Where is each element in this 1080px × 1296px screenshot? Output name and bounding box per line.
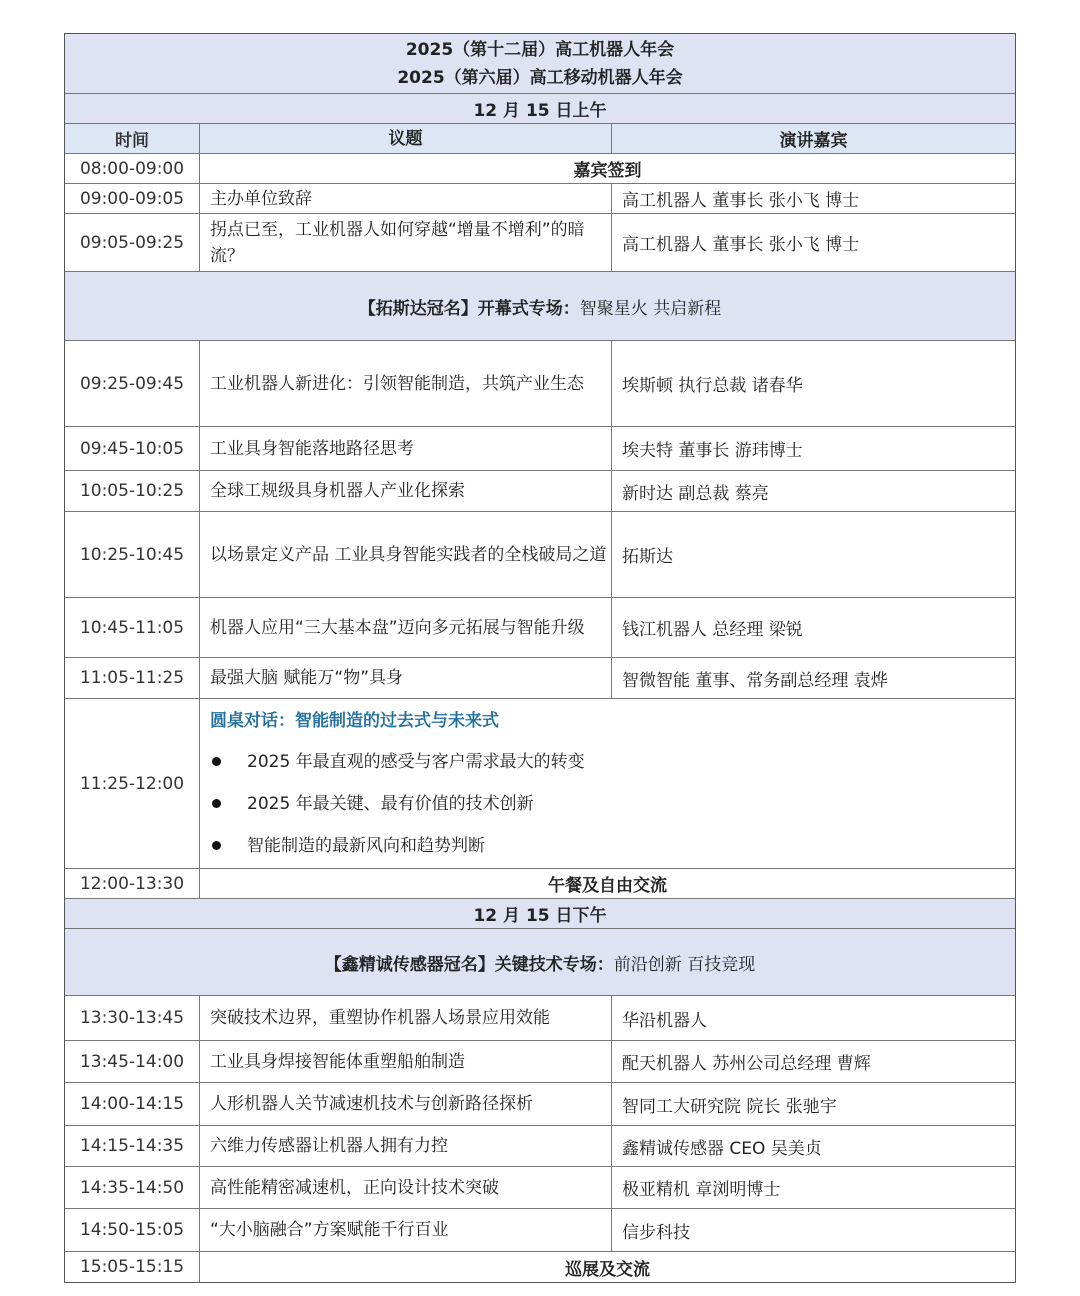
- session-theme: 智聚星火 共启新程: [579, 298, 722, 319]
- lunch-label: 午餐及自由交流: [548, 876, 667, 896]
- bullet-icon: [212, 799, 221, 808]
- speaker-cell: 埃斯顿 执行总裁 诸春华: [622, 376, 803, 396]
- table-row: [65, 214, 1015, 272]
- table-row: [65, 658, 1015, 699]
- time-cell: 11:25-12:00: [65, 699, 200, 868]
- topic-cell: 人形机器人关节减速机技术与创新路径探析: [200, 1083, 612, 1125]
- topic-cell: 机器人应用“三大基本盘”迈向多元拓展与智能升级: [200, 598, 612, 657]
- title-header: [65, 34, 1015, 94]
- time-cell: 08:00-09:00: [65, 154, 200, 183]
- table-row: [65, 1167, 1015, 1209]
- time-cell: 14:00-14:15: [65, 1083, 200, 1125]
- break-row: [65, 1252, 1015, 1282]
- topic-cell: 工业机器人新进化：引领智能制造，共筑产业生态: [200, 341, 612, 426]
- checkin-label: 嘉宾签到: [573, 161, 642, 181]
- col-topic: 议题: [200, 124, 612, 153]
- speaker-cell: 鑫精诚传感器 CEO 吴美贞: [622, 1138, 822, 1159]
- break-label: 巡展及交流: [565, 1259, 650, 1280]
- time-cell: 14:35-14:50: [65, 1167, 200, 1208]
- table-row: [65, 598, 1015, 658]
- speaker-cell: 高工机器人 董事长 张小飞 博士: [622, 191, 860, 211]
- title-line-2: 2025（第六届）高工移动机器人年会: [397, 67, 683, 88]
- speaker-cell: 高工机器人 董事长 张小飞 博士: [622, 235, 860, 255]
- time-cell: 14:50-15:05: [65, 1209, 200, 1251]
- bullet-text: 2025 年最关键、最有价值的技术创新: [247, 793, 534, 814]
- speaker-cell: 配天机器人 苏州公司总经理 曹辉: [622, 1054, 871, 1074]
- col-time: 时间: [65, 124, 200, 153]
- session-sponsor: 【拓斯达冠名】开幕式专场：: [358, 298, 580, 319]
- table-row: [65, 471, 1015, 512]
- session-header-opening: [65, 272, 1015, 341]
- time-cell: 09:25-09:45: [65, 341, 200, 426]
- speaker-cell: 新时达 副总裁 蔡亮: [622, 483, 769, 504]
- table-row: [65, 1083, 1015, 1126]
- panel-bullet: [210, 825, 485, 867]
- date-header-afternoon: [65, 899, 1015, 929]
- bullet-icon: [212, 841, 221, 850]
- time-cell: 09:00-09:05: [65, 184, 200, 213]
- lunch-row: [65, 869, 1015, 899]
- bullet-text: 智能制造的最新风向和趋势判断: [247, 835, 485, 856]
- speaker-cell: 智同工大研究院 院长 张驰宇: [622, 1096, 837, 1117]
- table-row: [65, 996, 1015, 1041]
- speaker-cell: 极亚精机 章浏明博士: [622, 1180, 781, 1200]
- time-cell: 10:45-11:05: [65, 598, 200, 657]
- date-morning: 12 月 15 日上午: [473, 101, 607, 121]
- panel-title: 圆桌对话：智能制造的过去式与未来式: [210, 710, 499, 731]
- topic-cell: 突破技术边界，重塑协作机器人场景应用效能: [200, 996, 612, 1040]
- panel-row: [65, 699, 1015, 869]
- bullet-icon: [212, 757, 221, 766]
- topic-cell: 六维力传感器让机器人拥有力控: [200, 1126, 612, 1166]
- topic-cell: 主办单位致辞: [200, 184, 612, 213]
- speaker-cell: 拓斯达: [622, 547, 673, 567]
- table-row: [65, 1041, 1015, 1083]
- session-header-tech: [65, 929, 1015, 996]
- table-row: [65, 1126, 1015, 1167]
- speaker-cell: 埃夫特 董事长 游玮博士: [622, 441, 803, 461]
- panel-cell: [200, 699, 1015, 868]
- topic-cell: 以场景定义产品 工业具身智能实践者的全栈破局之道: [200, 512, 612, 597]
- topic-cell: 工业具身智能落地路径思考: [200, 427, 612, 470]
- topic-cell: 拐点已至，工业机器人如何穿越“增量不增利”的暗流？: [200, 214, 612, 271]
- time-cell: 12:00-13:30: [65, 869, 200, 898]
- speaker-cell: 钱江机器人 总经理 梁锐: [622, 620, 803, 640]
- time-cell: 15:05-15:15: [65, 1252, 200, 1282]
- topic-cell: 最强大脑 赋能万“物”具身: [200, 658, 612, 698]
- speaker-cell: 智微智能 董事、常务副总经理 袁烨: [622, 670, 888, 691]
- time-cell: 13:45-14:00: [65, 1041, 200, 1082]
- speaker-cell: 信步科技: [622, 1222, 690, 1243]
- topic-cell: 工业具身焊接智能体重塑船舶制造: [200, 1041, 612, 1082]
- time-cell: 10:25-10:45: [65, 512, 200, 597]
- table-row: [65, 512, 1015, 598]
- date-header-morning: [65, 94, 1015, 124]
- speaker-cell: 华沿机器人: [622, 1010, 707, 1031]
- agenda-table: [64, 33, 1016, 1283]
- table-row: [65, 1209, 1015, 1252]
- col-speaker: 演讲嘉宾: [779, 131, 848, 151]
- time-cell: 10:05-10:25: [65, 471, 200, 511]
- column-header-row: [65, 124, 1015, 154]
- title-line-1: 2025（第十二届）高工机器人年会: [405, 39, 675, 60]
- time-cell: 13:30-13:45: [65, 996, 200, 1040]
- time-cell: 14:15-14:35: [65, 1126, 200, 1166]
- bullet-text: 2025 年最直观的感受与客户需求最大的转变: [247, 751, 585, 772]
- table-row: [65, 427, 1015, 471]
- topic-cell: 全球工规级具身机器人产业化探索: [200, 471, 612, 511]
- checkin-row: [65, 154, 1015, 184]
- date-afternoon: 12 月 15 日下午: [473, 906, 607, 926]
- time-cell: 09:05-09:25: [65, 214, 200, 271]
- table-row: [65, 341, 1015, 427]
- time-cell: 11:05-11:25: [65, 658, 200, 698]
- table-row: [65, 184, 1015, 214]
- topic-cell: 高性能精密减速机，正向设计技术突破: [200, 1167, 612, 1208]
- panel-bullet: [210, 741, 585, 783]
- time-cell: 09:45-10:05: [65, 427, 200, 470]
- topic-cell: “大小脑融合”方案赋能千行百业: [200, 1209, 612, 1251]
- session-theme: 前沿创新 百技竞现: [613, 954, 756, 975]
- session-sponsor: 【鑫精诚传感器冠名】关键技术专场：: [324, 954, 614, 975]
- panel-bullet: [210, 783, 534, 825]
